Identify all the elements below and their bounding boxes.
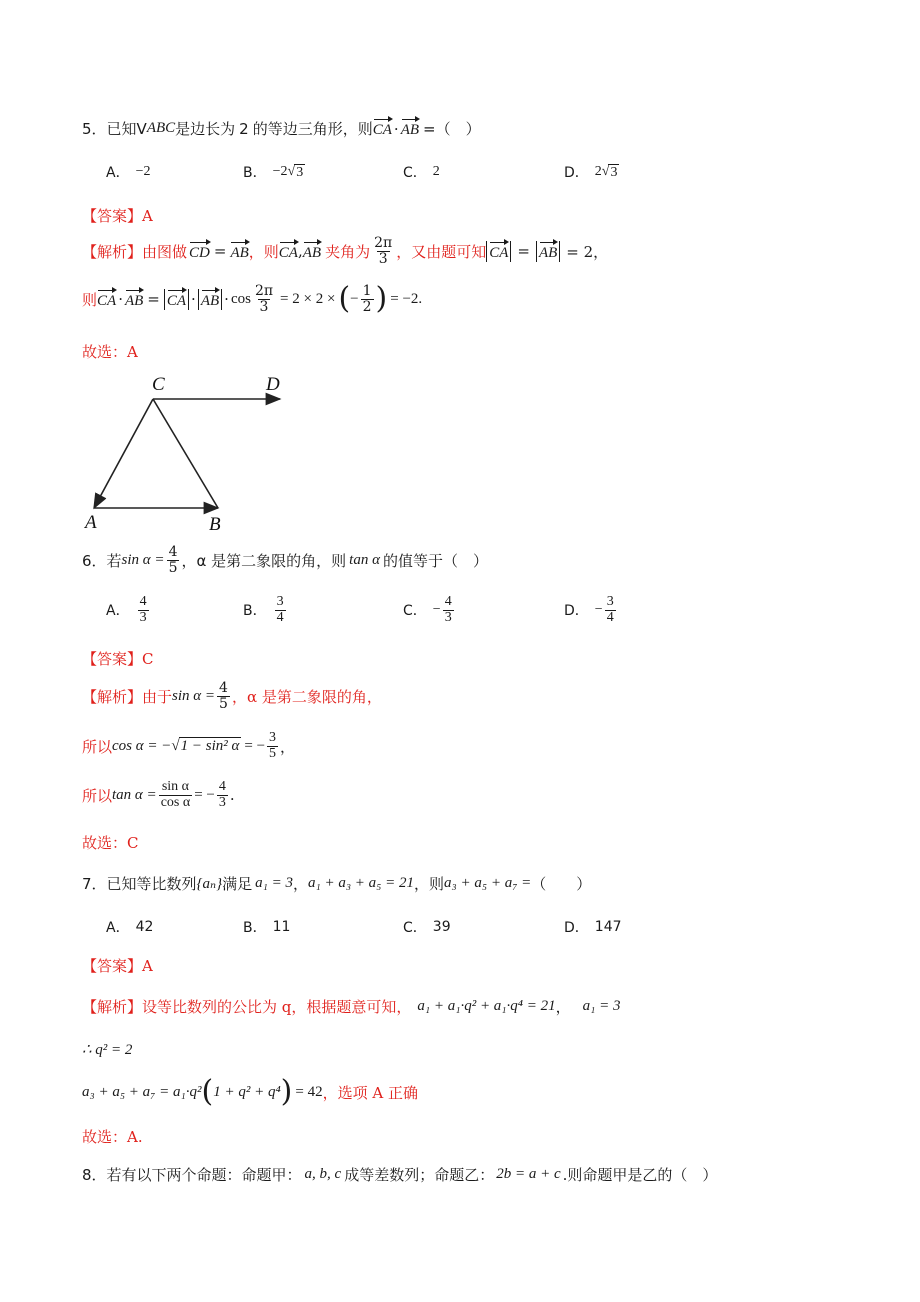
q5-option-a-value: −2: [135, 164, 151, 179]
q7-condition-1: a₁ = 3: [255, 875, 293, 891]
q5-analysis-text: 夹角为: [325, 242, 371, 261]
q5-abs-ca-2: [164, 289, 189, 310]
q6-cos-expr: cos α = −: [112, 737, 172, 754]
q7-option-c-value: 39: [432, 919, 451, 935]
q5-half-den: 2: [362, 298, 372, 315]
q6-option-b-num: 3: [276, 594, 284, 609]
q7-line3-paren: 1 + q² + q⁴: [213, 1083, 281, 1100]
q6-option-c-num: 4: [444, 594, 452, 609]
q7-sequence: {aₙ}: [196, 876, 223, 892]
q5-abs-ca: [486, 241, 511, 262]
q5-analysis-line2: 则 CA · AB = CA · AB · cos $\frac{2\pi}{3}$ = 2 × 2 × ( − $\frac{1}{2}$ ) = −2.: [82, 281, 423, 317]
q5-analysis-label: 【解析】: [82, 242, 143, 261]
q7-stem-prefix: 7．已知等比数列: [82, 875, 197, 893]
q5-option-d-value: 2: [594, 164, 602, 179]
q5-option-d-letter: D．: [564, 165, 589, 181]
q6-r1-num: 3: [269, 730, 277, 745]
q7-option-b[interactable]: [243, 917, 290, 937]
q6-stem-mid: ，α 是第二象限的角，则: [181, 551, 347, 570]
q8-variables: a, b, c: [304, 1166, 342, 1182]
q5-conclusion: 故选：A: [82, 343, 138, 361]
q5-diagram-edge-ca: [94, 399, 153, 508]
q7-option-c[interactable]: [403, 917, 451, 937]
q5-vector-ab-2: AB: [230, 241, 248, 262]
q6-option-a-letter: A．: [106, 603, 130, 620]
q5-vector-ab-4: AB: [539, 241, 557, 262]
q5-vector-ca-4: CA: [97, 289, 116, 310]
q6-option-d-letter: D．: [564, 603, 589, 620]
q6-stem: [82, 545, 488, 575]
q5-vector-ab-6: AB: [201, 289, 219, 310]
q6-option-c-letter: C．: [403, 603, 427, 620]
q7-target: a₃ + a₅ + a₇ =: [444, 875, 532, 891]
q5-triangle-symbol: V: [136, 119, 147, 138]
q5-analysis-line1: 【解析】 由图做 CD = AB ，则 CA , AB 夹角为 $\frac{2\pi}{3}$ ，又由题可知 CA = AB = 2，: [82, 235, 609, 267]
q7-option-c-letter: C．: [403, 920, 427, 936]
q5-analysis-text: ，又由题可知: [396, 242, 487, 261]
q5-option-b[interactable]: [243, 162, 305, 182]
q5-abs-ab-2: [198, 289, 222, 310]
q6-stem-prefix: 6．若: [82, 551, 122, 570]
q6-analysis-text: ，α 是第二象限的角，: [231, 687, 382, 706]
q5-option-b-radicand: 3: [296, 164, 304, 180]
q6-option-c-fraction: [443, 595, 454, 625]
q5-vector-diagram: [80, 370, 310, 535]
q5-analysis-text: ，则: [248, 242, 279, 261]
q5-angle-den-2: 3: [259, 298, 269, 315]
q7-option-b-value: 11: [272, 919, 291, 935]
q5-triangle-name: ABC: [146, 120, 176, 136]
q5-analysis-text: 则: [82, 290, 98, 309]
q6-r1-den: 5: [269, 745, 277, 761]
q7-conclusion: 故选：A.: [82, 1128, 143, 1146]
q6-ratio-den: cos α: [160, 794, 191, 810]
q6-option-d-num: 3: [606, 594, 614, 609]
q6-tan-label: tan α: [349, 551, 380, 568]
q7-answer: 【答案】A: [82, 957, 153, 975]
q7-condition-2: a₁ + a₃ + a₅ = 21: [308, 875, 415, 891]
q5-stem-end: =（ ）: [423, 120, 481, 138]
q7-analysis-line3: a₃ + a₅ + a₇ = a₁·q² ( 1 + q² + q⁴ ) = 42 ，选项 A 正确: [82, 1074, 418, 1109]
q6-analysis-comma: ，: [280, 737, 296, 756]
q5-analysis-value: = 2，: [566, 242, 609, 261]
q5-angle-num-2: 2π: [254, 283, 274, 299]
q6-analysis-frac-den: 5: [219, 695, 228, 712]
q5-vector-ca-3: CA: [489, 241, 508, 262]
q7-analysis-label: 【解析】: [82, 998, 143, 1016]
q6-sin-label: sin α =: [121, 551, 165, 568]
q6-option-d-sign: −: [594, 602, 603, 618]
q8-equation: 2b = a + c: [496, 1166, 561, 1182]
q6-stem-fraction: [167, 545, 180, 575]
q7-option-d-letter: D．: [564, 920, 589, 936]
q5-answer: 【答案】A: [82, 207, 153, 225]
q7-equation-2: a₁ = 3: [582, 998, 621, 1014]
q5-analysis-result: = −2.: [390, 290, 423, 307]
q6-cos-fraction: [267, 731, 278, 761]
q5-vector-cd: CD: [189, 241, 210, 262]
q5-vector-ca-5: CA: [167, 289, 186, 310]
sqrt-icon: √: [171, 737, 180, 754]
q8-stem-prefix: 8．若有以下两个命题：命题甲：: [82, 1166, 302, 1184]
q5-half-fraction: [361, 284, 374, 314]
q6-analysis-fraction: [217, 681, 230, 711]
q7-option-b-letter: B．: [243, 920, 267, 936]
q6-sin-label-2: sin α =: [172, 687, 216, 704]
q6-option-d[interactable]: [564, 595, 618, 625]
q5-option-c[interactable]: [403, 162, 440, 182]
q5-vector-ab: AB: [401, 118, 419, 139]
q5-stem-mid: 是边长为: [175, 120, 236, 138]
q5-option-a[interactable]: [106, 162, 150, 182]
q7-line3-note: ，选项 A 正确: [322, 1083, 418, 1102]
q6-stem-end: 的值等于（ ）: [382, 551, 488, 570]
q5-diagram-label-a: A: [85, 512, 97, 533]
q6-r2-num: 4: [218, 779, 226, 794]
q5-diagram-label-b: B: [209, 514, 221, 535]
q6-analysis-period: .: [229, 786, 235, 805]
q5-diagram-label-d: D: [266, 374, 280, 395]
q6-option-c[interactable]: [403, 595, 456, 625]
q6-frac-den: 5: [168, 559, 178, 576]
q5-option-b-value: −2: [272, 164, 288, 179]
q6-sqrt-expr: 1 − sin² α: [180, 738, 240, 755]
q6-option-c-den: 3: [444, 609, 452, 625]
q7-stem-end: （ ）: [531, 875, 592, 893]
q6-option-b[interactable]: [243, 595, 288, 625]
q5-stem-num: 2: [239, 119, 249, 138]
q6-conclusion: 故选：C: [82, 834, 139, 852]
q7-separator: ，: [292, 875, 308, 893]
q7-option-a-letter: A．: [106, 920, 130, 936]
q6-option-d-fraction: [605, 595, 616, 625]
q5-angle-fraction: [372, 236, 394, 266]
q7-equation-1: a₁ + a₁·q² + a₁·q⁴ = 21: [417, 998, 556, 1014]
q6-analysis-text: 由于: [142, 687, 173, 706]
q6-analysis-line2: [82, 731, 295, 761]
q6-option-c-sign: −: [432, 602, 441, 618]
q7-analysis-text: 设等比数列的公比为 q，根据题意可知，: [142, 998, 412, 1016]
q7-stem-mid2: ，则: [414, 875, 445, 893]
q7-option-d-value: 147: [594, 919, 622, 935]
q7-stem-mid: 满足: [222, 875, 253, 893]
q6-analysis-line1: [82, 681, 382, 711]
q8-stem-mid: 成等差数列；命题乙：: [344, 1166, 495, 1184]
q6-option-b-letter: B．: [243, 603, 267, 620]
q6-analysis-label: 【解析】: [82, 687, 143, 706]
q6-option-d-den: 4: [606, 609, 614, 625]
q6-tan-expr: tan α =: [112, 786, 157, 803]
q7-stem: [82, 873, 591, 894]
q6-analysis-text: 所以: [82, 737, 113, 756]
q7-analysis-line1: [82, 996, 620, 1017]
q6-analysis-frac-num: 4: [219, 680, 228, 696]
q7-option-d[interactable]: [564, 917, 622, 937]
q5-angle-fraction-2: [253, 284, 275, 314]
q5-diagram-edge-cb: [153, 399, 218, 508]
q6-analysis-line3: [82, 780, 235, 810]
q5-vector-ca-2: CA: [279, 241, 298, 262]
q5-angle-num: 2π: [374, 235, 393, 251]
q6-ratio-fraction: [159, 780, 193, 810]
sqrt-icon: √: [601, 164, 610, 179]
q5-vector-ab-5: AB: [125, 289, 143, 310]
q5-cos-label: cos: [230, 290, 251, 307]
q5-angle-den: 3: [378, 250, 388, 267]
q5-vector-ab-3: AB: [303, 241, 321, 262]
q7-line3-result: = 42: [295, 1083, 323, 1100]
q7-option-a[interactable]: [106, 917, 153, 937]
q6-option-a-fraction: [138, 595, 149, 625]
q6-answer: 【答案】C: [82, 650, 154, 668]
q5-stem: 5．已知 V ABC 是边长为 2 的等边三角形，则 CA · AB =（ ）: [82, 119, 481, 138]
q5-option-b-letter: B．: [243, 165, 267, 181]
q8-stem-end: .则命题甲是乙的（ ）: [562, 1166, 718, 1184]
q7-option-a-value: 42: [135, 919, 154, 935]
q5-stem-suffix: 的等边三角形，则: [252, 120, 373, 138]
q5-option-d[interactable]: [564, 162, 619, 182]
q5-option-d-radicand: 3: [610, 164, 618, 180]
q8-stem: [82, 1164, 717, 1185]
sqrt-icon: √: [287, 164, 296, 179]
q5-analysis-text: 由图做: [142, 242, 188, 261]
q7-line3-lhs: a₃ + a₅ + a₇ = a₁·q²: [82, 1083, 202, 1100]
q6-option-b-fraction: [275, 595, 286, 625]
q6-option-b-den: 4: [276, 609, 284, 625]
q5-analysis-product: = 2 × 2 ×: [280, 290, 336, 307]
q5-abs-ab: [536, 241, 560, 262]
q5-option-a-letter: A．: [106, 165, 130, 181]
q6-ratio-num: sin α: [161, 779, 190, 794]
q7-analysis-line2: ∴ q² = 2: [82, 1042, 133, 1058]
q6-option-a-num: 4: [139, 594, 147, 609]
q6-analysis-eq: = −: [244, 737, 266, 754]
q7-equation-sep: ，: [555, 998, 571, 1016]
q5-option-c-value: 2: [432, 164, 440, 179]
q6-option-a-den: 3: [139, 609, 147, 625]
q5-vector-ca: CA: [373, 118, 392, 139]
q5-option-c-letter: C．: [403, 165, 427, 181]
q6-frac-num: 4: [168, 544, 178, 560]
q5-diagram-label-c: C: [152, 374, 165, 395]
q6-option-a[interactable]: [106, 595, 151, 625]
q6-analysis-eq: = −: [194, 786, 215, 803]
q5-stem-prefix: 5．已知: [82, 120, 137, 138]
q5-half-num: 1: [362, 283, 372, 299]
q6-tan-fraction: [217, 780, 228, 810]
q6-analysis-text: 所以: [82, 786, 113, 805]
q6-r2-den: 3: [218, 794, 226, 810]
